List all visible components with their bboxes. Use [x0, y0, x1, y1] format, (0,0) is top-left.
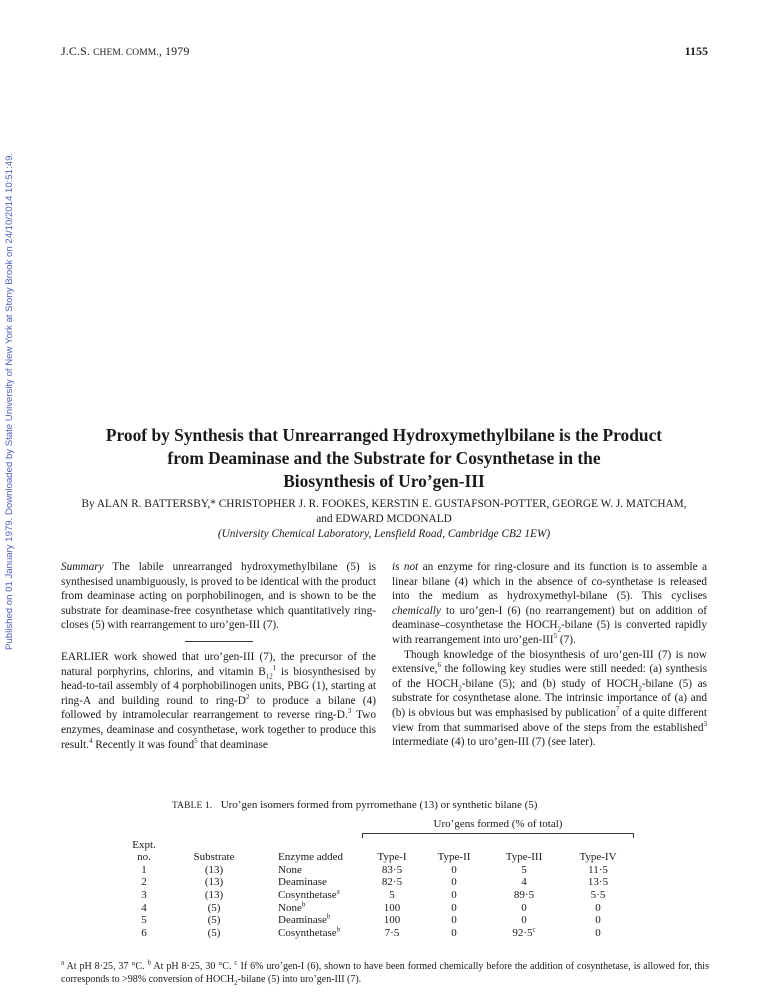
title-line-1: Proof by Synthesis that Unrearranged Hydroxymethylbilane is the Product [105, 425, 663, 445]
body-text: Two enzymes, deaminase and cosynthetase, work together to produce this result. [61, 709, 376, 751]
ring-label: A [82, 694, 92, 707]
reference-marker: 7 [615, 705, 620, 714]
body-paragraph-2 [392, 560, 707, 648]
cell-substrate: (13) [204, 863, 224, 876]
body-text: Though knowledge of the biosynthesis of uro’gen-III (7) is now extensive, [392, 648, 707, 676]
enzyme-label: Deaminase [278, 876, 327, 889]
reference-marker: 2 [245, 692, 250, 701]
body-text: to produce a bilane (4) followed by intramolecular rearrangement to reverse ring- [61, 694, 376, 722]
cell-expt-no: 3 [141, 888, 147, 901]
cell-substrate: (5) [207, 901, 221, 914]
body-text: -bilane (5) is converted rapidly with rearrangement into uro’gen-III [392, 619, 707, 646]
summary-label: Summary [61, 561, 104, 573]
footnote-marker: b [336, 925, 341, 934]
type-3-value: 0 [521, 914, 527, 927]
cell-type-4: 0 [595, 901, 601, 914]
type-3-value: 5 [521, 863, 527, 876]
cell-type-1: 7·5 [384, 926, 400, 939]
enzyme-label: Cosynthetase [278, 926, 337, 939]
body-text: the following key studies were still needed: (a) synthesis of the HOCH [392, 663, 707, 690]
body-text: Recently it was found [92, 738, 195, 751]
cell-type-4: 13·5 [587, 876, 609, 889]
body-text: -bilane (5) as substrate for cosynthetase alone. The intrinsic importance of (a) and (b) is obvious but was emphasised by publication [392, 677, 707, 719]
table-row [124, 927, 634, 940]
reference-marker: 5 [194, 736, 198, 745]
body-text: . [344, 709, 348, 722]
section-divider [185, 641, 253, 642]
table-header-row-2 [124, 851, 634, 864]
cell-type-2: 0 [451, 888, 457, 901]
footnote-text: If 6% uro’gen-I (6), shown to have been formed chemically before the addition of cosynthetase, is allowed for, this corresponds to >98% conversion of HOCH [61, 961, 709, 985]
cell-type-2: 0 [451, 926, 457, 939]
cell-enzyme [264, 864, 362, 877]
cell-type-3 [486, 864, 562, 877]
footnote-marker: b [326, 912, 331, 921]
footnote-marker: a [61, 958, 65, 967]
reference-marker: 4 [88, 736, 93, 745]
cell-enzyme [264, 927, 362, 940]
cell-substrate: (13) [204, 888, 224, 901]
cell-type-2: 0 [451, 901, 457, 914]
body-paragraph-1 [61, 650, 376, 752]
footnote-text: At pH 8·25, 30 °C. [151, 961, 235, 972]
cell-type-1: 83·5 [381, 863, 403, 876]
reference-marker: 5 [553, 632, 558, 641]
authors-line-1: By ALAN R. BATTERSBY,* CHRISTOPHER J. R. FOOKES, KERSTIN E. GUSTAFSON-POTTER, GEORGE W. J. MATCHAM, [81, 498, 687, 510]
reference-marker: 3 [347, 707, 352, 716]
header-type-1: Type-I [377, 851, 407, 864]
cell-type-3 [486, 889, 562, 902]
cell-substrate: (5) [207, 914, 221, 927]
table-footnote [61, 960, 709, 986]
type-3-value: 4 [521, 876, 527, 889]
footnote-text: At pH 8·25, 37 °C. [64, 961, 148, 972]
cell-type-3 [486, 876, 562, 889]
cell-type-2: 0 [451, 914, 457, 927]
header-substrate: Substrate [193, 851, 235, 864]
enzyme-label: None [278, 901, 302, 914]
title-line-3: Biosynthesis of Uro’gen-III [283, 471, 485, 491]
body-text: -bilane (5); and (b) study of HOCH [461, 677, 639, 690]
enzyme-label: None [278, 863, 302, 876]
body-text: and building round to ring- [91, 694, 238, 707]
body-text: to uro’gen-I (6) (no rearrangement) but on addition of deaminase–cosynthetase the HOCH [392, 604, 707, 632]
summary-text: The labile unrearranged hydroxymethylbilane (5) is synthesised unambiguously, is proved to be identical with the product from deaminase acting on porphobilinogen, and is shown to be the substrate for deaminase-free cosynthetase which quantitatively ring-closes (5) with rearrangement to uro’gen-III (7). [61, 561, 376, 632]
left-column [61, 560, 376, 752]
journal-name: CHEM. COMM. [93, 48, 159, 58]
cell-type-3 [486, 927, 562, 940]
cell-substrate: (13) [204, 876, 224, 889]
cell-enzyme [264, 889, 362, 902]
cell-type-1: 100 [383, 901, 401, 914]
article-title [60, 424, 708, 493]
header-no: no. [137, 851, 151, 864]
footnote-marker: b [301, 899, 306, 908]
enzyme-label: Deaminase [278, 914, 327, 927]
header-expt: Expt. [132, 838, 156, 851]
reference-marker: 6 [437, 661, 441, 670]
reference-marker: 1 [272, 663, 277, 672]
type-3-value: 89·5 [513, 888, 535, 901]
type-3-value: 92·5 [512, 926, 533, 939]
cell-type-1: 100 [383, 914, 401, 927]
cell-type-4: 5·5 [590, 888, 606, 901]
cell-type-2: 0 [451, 863, 457, 876]
table-header-row-1 [124, 839, 634, 852]
table-caption-text: Uro’gen isomers formed from pyrromethane (13) or synthetic bilane (5) [220, 799, 538, 811]
table-group-header-row [124, 818, 634, 839]
cell-expt-no: 1 [141, 863, 147, 876]
cell-type-3 [486, 914, 562, 927]
table-caption [172, 799, 537, 811]
group-brace [362, 833, 634, 838]
watermark-text: Published on 01 January 1979. Downloaded by State University of New York at Stony Brook on 24/10/2014 10:51:49. [4, 152, 15, 650]
cell-type-3 [486, 902, 562, 915]
footnote-marker: a [336, 887, 340, 896]
header-type-4: Type-IV [579, 851, 617, 864]
body-paragraph-3 [392, 648, 707, 750]
author-list [60, 497, 708, 527]
journal-prefix: J.C.S. [61, 44, 94, 58]
cell-enzyme [264, 876, 362, 889]
page-number: 1155 [684, 44, 708, 58]
header-type-3: Type-III [505, 851, 543, 864]
ring-label: D [237, 694, 246, 707]
cell-type-4: 0 [595, 914, 601, 927]
type-3-value: 0 [521, 901, 527, 914]
enzyme-label: Cosynthetase [278, 888, 337, 901]
cell-expt-no: 5 [141, 914, 147, 927]
table-label: TABLE 1. [172, 801, 213, 811]
table-row [124, 876, 634, 889]
download-watermark [2, 130, 22, 650]
cell-expt-no: 6 [141, 926, 147, 939]
table-row [124, 902, 634, 915]
table-row [124, 864, 634, 877]
right-column [392, 560, 707, 750]
cell-type-1: 5 [389, 888, 395, 901]
title-line-2: from Deaminase and the Substrate for Cosynthetase in the [167, 448, 601, 468]
body-text: an enzyme for ring-closure and its function is to assemble a linear bilane (4) which in the absence of co-synthetase is released into the medium as hydroxymethyl-bilane (5). This cyclises [392, 561, 707, 603]
cell-type-2: 0 [451, 876, 457, 889]
subscript: 2 [234, 979, 238, 987]
journal-year: , 1979 [158, 44, 190, 58]
emphasis: is not [392, 561, 419, 573]
running-head [61, 44, 189, 59]
body-text: (7). [557, 633, 576, 646]
subscript: 2 [458, 684, 462, 692]
results-table [124, 818, 634, 939]
subscript: 12 [265, 671, 273, 680]
subscript: 2 [557, 625, 562, 634]
ring-label: D [336, 709, 345, 722]
header-type-2: Type-II [437, 851, 471, 864]
cell-type-4: 0 [595, 926, 601, 939]
cell-expt-no: 4 [141, 901, 147, 914]
cell-substrate: (5) [207, 926, 221, 939]
body-text: of a quite different view from that summarised above of the steps from the established [392, 706, 707, 734]
group-header-label: Uro’gens formed (% of total) [433, 818, 563, 830]
cell-enzyme [264, 899, 362, 915]
cell-enzyme [264, 914, 362, 927]
lead-word: EARLIER [61, 650, 109, 663]
footnote-text: -bilane (5) into uro’gen-III (7). [237, 974, 362, 985]
cell-type-1: 82·5 [381, 876, 403, 889]
cell-type-4: 11·5 [588, 863, 608, 876]
affiliation: (University Chemical Laboratory, Lensfield Road, Cambridge CB2 1EW) [217, 528, 551, 540]
header-enzyme: Enzyme added [278, 851, 344, 864]
cell-expt-no: 2 [141, 876, 147, 889]
body-text: intermediate (4) to uro’gen-III (7) (see later). [392, 736, 596, 749]
emphasis: chemically [392, 604, 441, 617]
subscript: 2 [638, 684, 642, 692]
reference-marker: 3 [703, 719, 707, 728]
group-header [362, 818, 634, 839]
body-text: work showed that uro’gen-III (7), the precursor of the natural porphyrins, chlorins, and vitamin B [61, 650, 376, 678]
footnote-marker: c [532, 925, 536, 934]
authors-line-2: and EDWARD MCDONALD [316, 513, 452, 525]
summary-paragraph [61, 560, 376, 633]
footnote-marker: c [234, 958, 238, 967]
footnote-marker: b [147, 958, 152, 967]
body-text: that deaminase [197, 738, 268, 751]
body-text: is biosynthesised by head-to-tail assembly of 4 porphobilinogen units, PBG (1), starting at ring- [61, 665, 376, 707]
table-row [124, 914, 634, 927]
table-row [124, 889, 634, 902]
